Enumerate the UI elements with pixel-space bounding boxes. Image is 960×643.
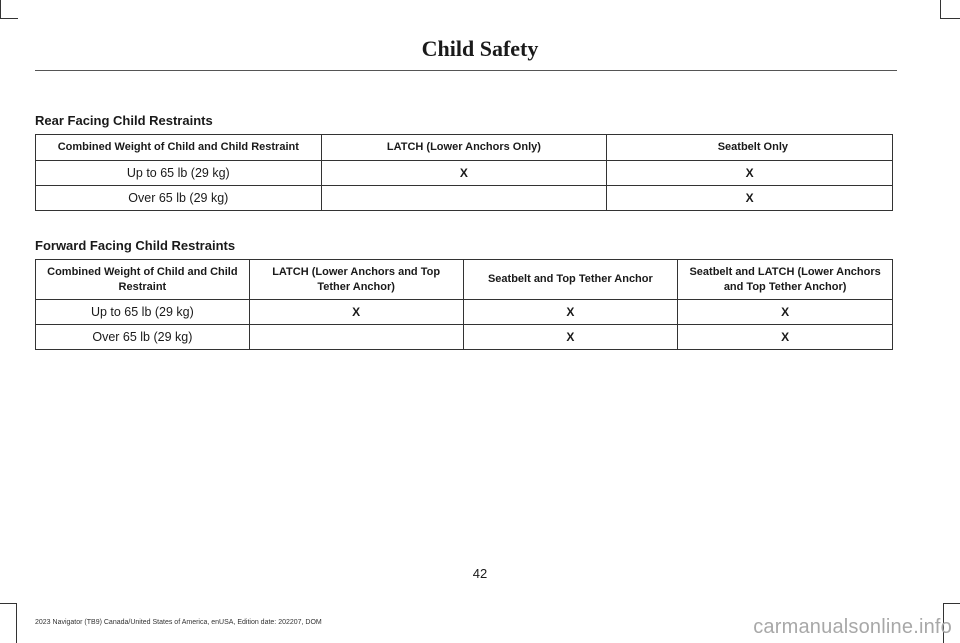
crop-mark: [943, 603, 960, 604]
table-cell: X: [678, 325, 893, 350]
table-cell: X: [321, 161, 607, 186]
rear-facing-heading: Rear Facing Child Restraints: [35, 113, 213, 128]
column-header: Combined Weight of Child and Child Restraint: [36, 135, 322, 161]
column-header: Seatbelt and Top Tether Anchor: [463, 260, 678, 300]
page-title: Child Safety: [421, 36, 539, 61]
header-divider: [35, 70, 897, 71]
forward-facing-table: [35, 259, 893, 350]
column-header: Combined Weight of Child and Child Restraint: [36, 260, 250, 300]
crop-mark: [940, 18, 960, 19]
column-header: Seatbelt Only: [607, 135, 893, 161]
table-row: [36, 300, 893, 325]
table-cell: X: [463, 325, 678, 350]
table-cell: Up to 65 lb (29 kg): [36, 161, 322, 186]
column-header: LATCH (Lower Anchors and Top Tether Anchor): [249, 260, 463, 300]
table-cell: X: [463, 300, 678, 325]
table-cell: X: [607, 186, 893, 211]
forward-facing-heading: Forward Facing Child Restraints: [35, 238, 236, 253]
table-cell: [321, 186, 607, 211]
table-row: [36, 325, 893, 350]
table-cell: Over 65 lb (29 kg): [36, 325, 250, 350]
crop-mark: [940, 0, 941, 18]
table-row: [36, 186, 893, 211]
rear-facing-table: [35, 134, 893, 211]
table-cell: X: [607, 161, 893, 186]
edition-footer: 2023 Navigator (TB9) Canada/United States of America, enUSA, Edition date: 202207, DOM: [35, 619, 322, 626]
page-number: 42: [472, 566, 488, 581]
table-cell: X: [678, 300, 893, 325]
crop-mark: [16, 603, 17, 643]
crop-mark: [0, 18, 18, 19]
watermark: carmanualsonline.info: [753, 616, 952, 638]
crop-mark: [0, 603, 16, 604]
table-cell: Up to 65 lb (29 kg): [36, 300, 250, 325]
column-header: LATCH (Lower Anchors Only): [321, 135, 607, 161]
crop-mark: [0, 0, 1, 18]
table-row: [36, 161, 893, 186]
table-cell: Over 65 lb (29 kg): [36, 186, 322, 211]
column-header: Seatbelt and LATCH (Lower Anchors and Top Tether Anchor): [678, 260, 893, 300]
table-cell: [249, 325, 463, 350]
table-cell: X: [249, 300, 463, 325]
